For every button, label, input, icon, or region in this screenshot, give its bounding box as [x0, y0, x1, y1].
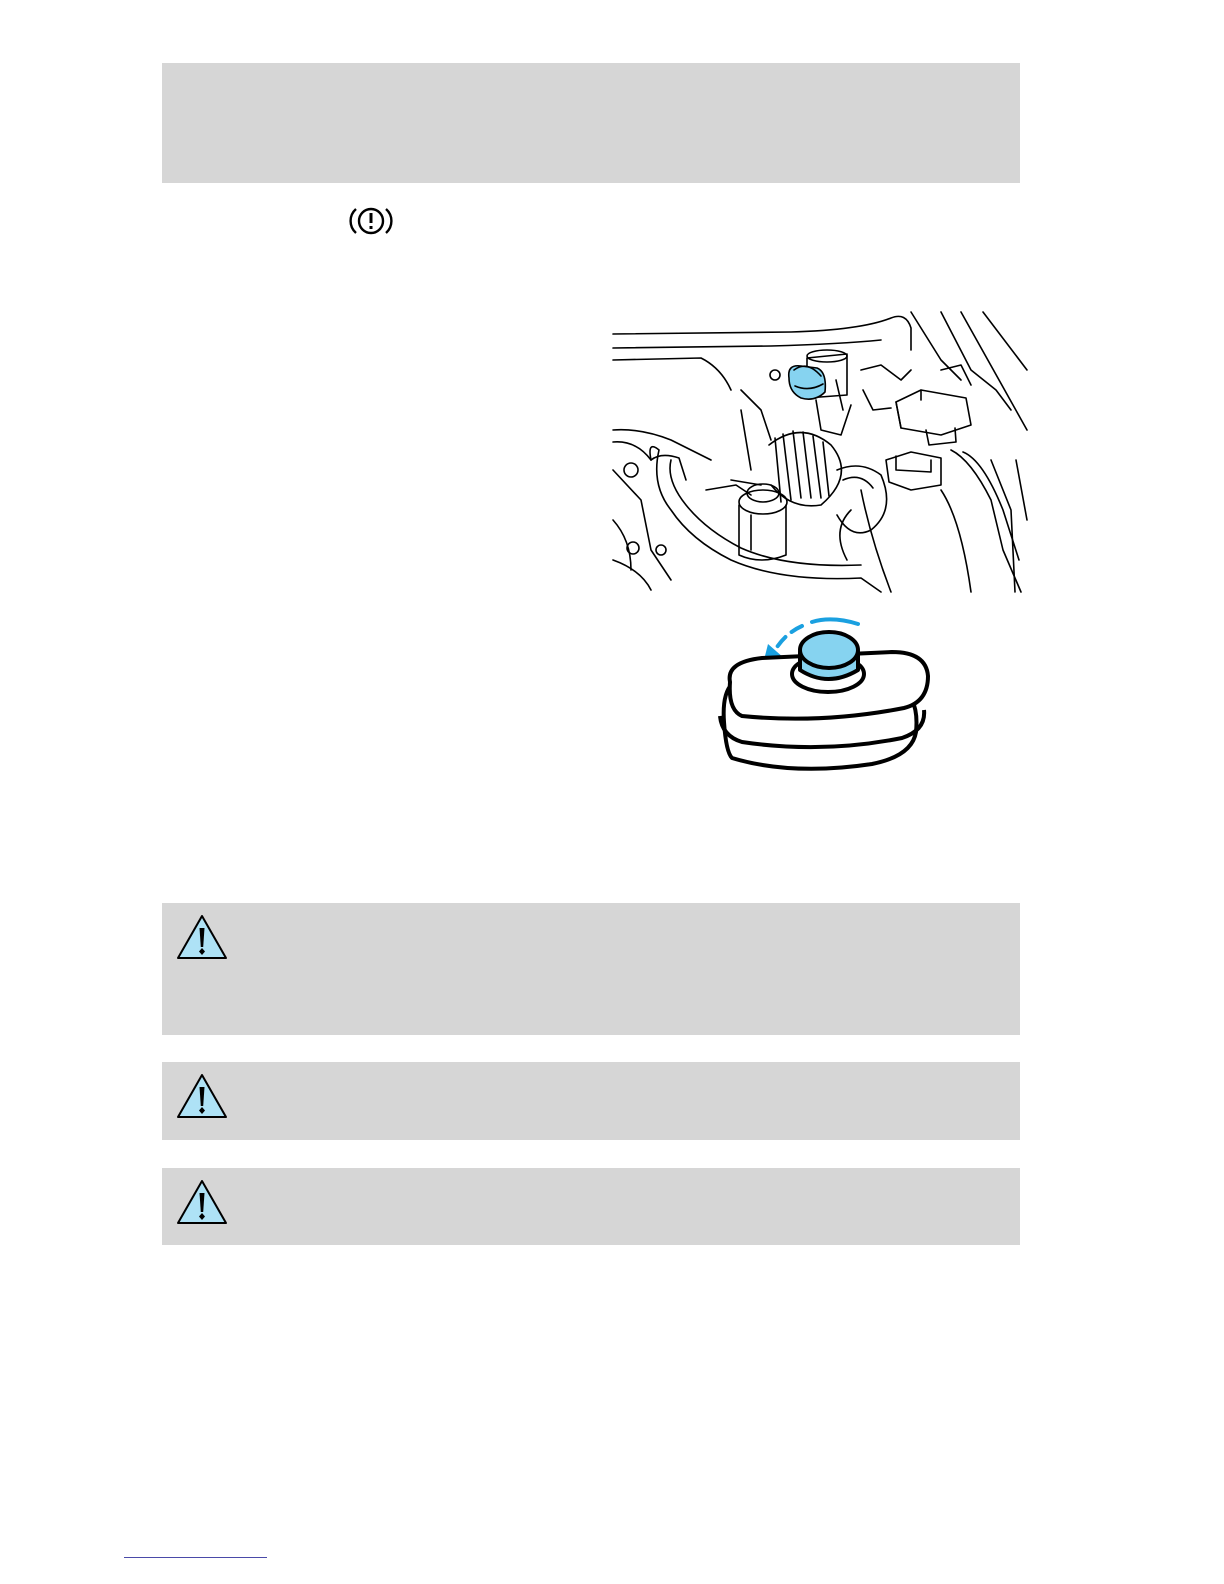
warning-box: [162, 1062, 1020, 1140]
warning-triangle-icon: [175, 1072, 229, 1120]
warning-box: [162, 903, 1020, 1035]
warning-box: [162, 1168, 1020, 1245]
warning-triangle-icon: [175, 913, 229, 961]
header-band: [162, 63, 1020, 183]
brake-warning-icon: [349, 203, 393, 239]
brake-fluid-reservoir-illustration: [712, 612, 940, 776]
footer-link-underline[interactable]: [124, 1557, 267, 1558]
engine-compartment-illustration: [611, 310, 1029, 592]
warning-triangle-icon: [175, 1178, 229, 1226]
